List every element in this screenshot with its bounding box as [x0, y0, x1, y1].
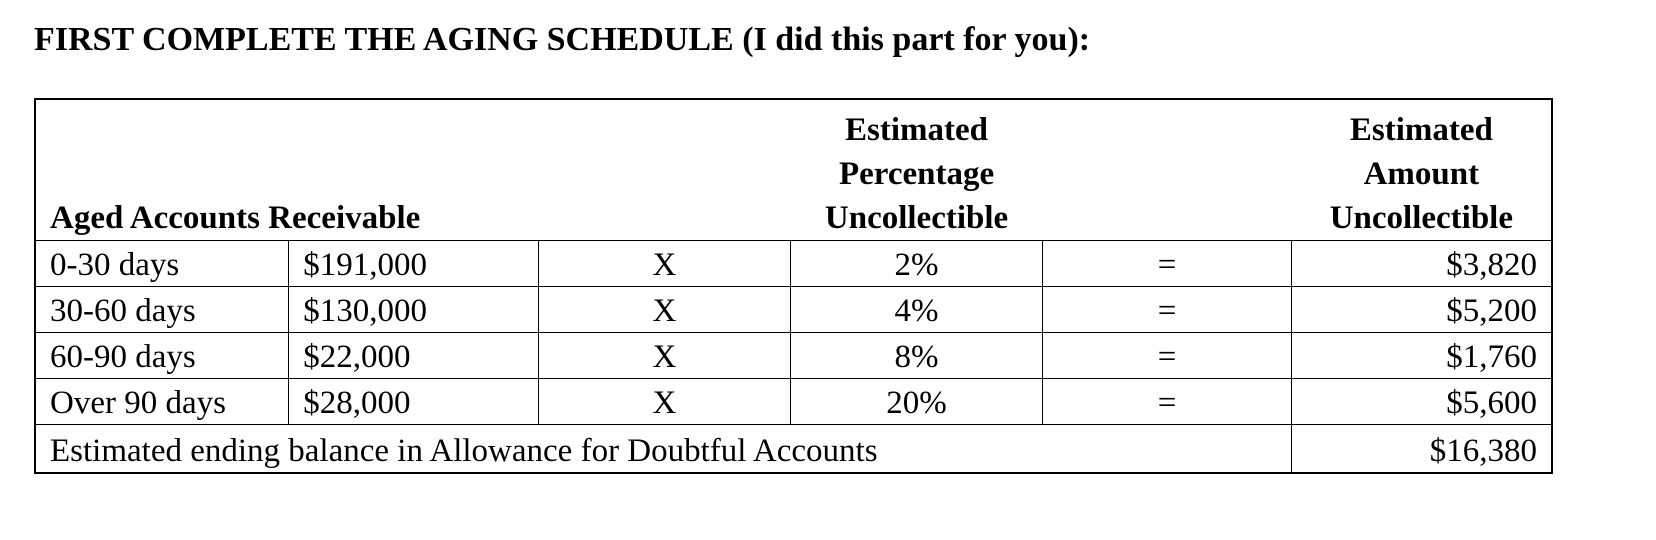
header-spacer [1042, 99, 1291, 241]
row-uncollectible: $1,760 [1292, 333, 1552, 379]
row-uncollectible: $3,820 [1292, 241, 1552, 287]
header-amt-line2: Amount [1363, 156, 1480, 192]
header-amt-line3: Uncollectible [1329, 200, 1513, 236]
row-times-sign: X [538, 287, 791, 333]
row-period: Over 90 days [35, 379, 289, 425]
table-row [35, 333, 1552, 379]
row-amount: $28,000 [289, 379, 538, 425]
row-percent: 2% [791, 241, 1043, 287]
row-times-sign: X [538, 333, 791, 379]
header-amt-line1: Estimated [1349, 112, 1493, 148]
row-uncollectible: $5,200 [1292, 287, 1552, 333]
header-pct-line3: Uncollectible [824, 200, 1009, 236]
row-amount: $130,000 [289, 287, 538, 333]
row-percent: 20% [791, 379, 1043, 425]
aging-schedule-table [34, 98, 1553, 474]
row-period: 0-30 days [35, 241, 289, 287]
header-estimated-amount [1292, 99, 1552, 241]
row-percent: 4% [791, 287, 1043, 333]
row-uncollectible: $5,600 [1292, 379, 1552, 425]
row-period: 30-60 days [35, 287, 289, 333]
row-equals-sign: = [1042, 333, 1291, 379]
row-amount: $191,000 [289, 241, 538, 287]
table-row [35, 287, 1552, 333]
row-times-sign: X [538, 241, 791, 287]
header-estimated-percentage [791, 99, 1043, 241]
total-row [35, 425, 1552, 474]
row-equals-sign: = [1042, 241, 1291, 287]
row-period: 60-90 days [35, 333, 289, 379]
header-pct-line2: Percentage [838, 156, 995, 192]
table-header-row [35, 99, 1552, 241]
total-label: Estimated ending balance in Allowance for Doubtful Accounts [35, 425, 1292, 474]
page-title: FIRST COMPLETE THE AGING SCHEDULE (I did this part for you): [34, 21, 1091, 58]
row-percent: 8% [791, 333, 1043, 379]
table-row [35, 379, 1552, 425]
header-aged-receivable: Aged Accounts Receivable [35, 99, 791, 241]
total-value: $16,380 [1292, 425, 1552, 474]
header-pct-line1: Estimated [845, 112, 989, 148]
row-equals-sign: = [1042, 379, 1291, 425]
row-times-sign: X [538, 379, 791, 425]
row-amount: $22,000 [289, 333, 538, 379]
table-row [35, 241, 1552, 287]
row-equals-sign: = [1042, 287, 1291, 333]
